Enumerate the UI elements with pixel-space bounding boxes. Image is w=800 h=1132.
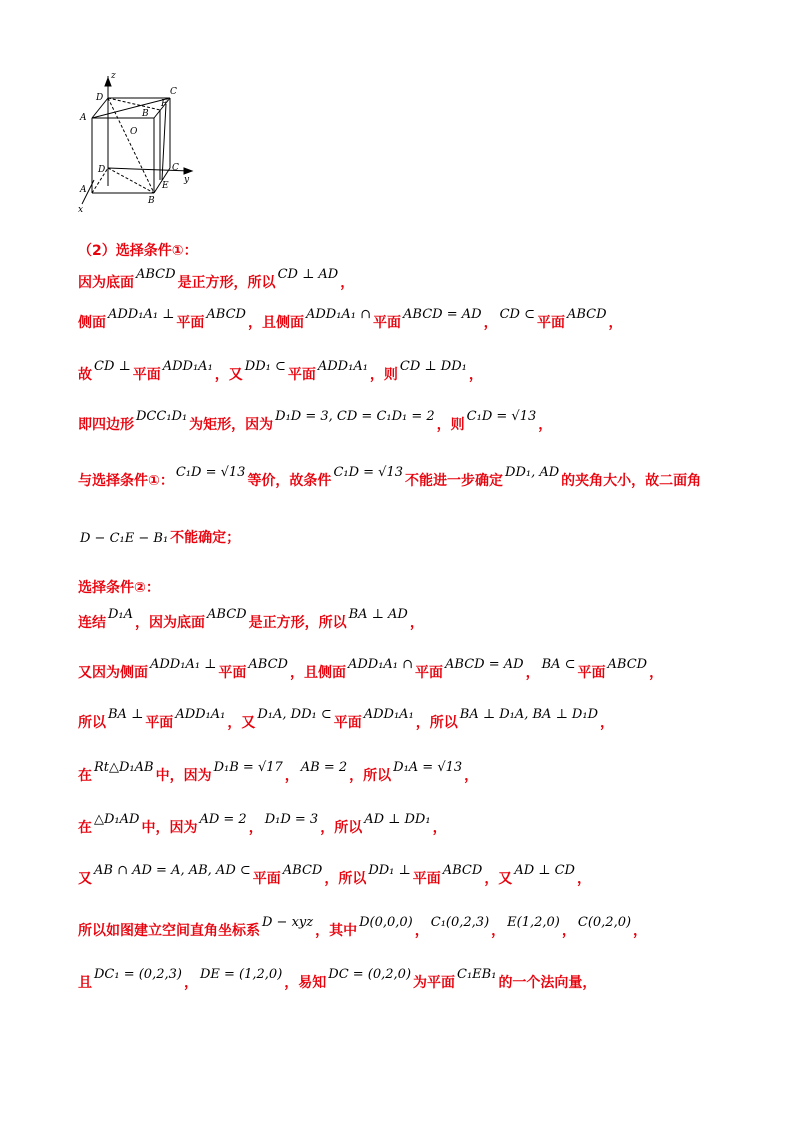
- math-expression: C(0,2,0): [577, 915, 632, 930]
- cuboid-figure: [70, 68, 200, 218]
- text-segment: ，又: [484, 871, 513, 887]
- math-expression: DE = (1,2,0): [199, 967, 283, 982]
- text-segment: ，所以: [320, 820, 363, 836]
- math-expression: ADD₁A₁: [363, 707, 414, 722]
- math-expression: D₁D = 3: [264, 812, 319, 827]
- math-expression: C₁D = √13: [333, 465, 404, 480]
- math-expression: CD ⊂: [499, 307, 535, 322]
- math-expression: ADD₁A₁ ⊥: [108, 307, 175, 322]
- text-segment: ，: [183, 975, 198, 991]
- text-segment: ，: [600, 715, 614, 731]
- text-segment: ，: [561, 923, 576, 939]
- line-15: [78, 915, 648, 940]
- text-segment: 所以: [78, 715, 106, 731]
- math-expression: BA ⊥ AD: [348, 607, 408, 622]
- text-segment: 不能进一步确定: [405, 473, 504, 489]
- line-14: [78, 863, 591, 888]
- text-segment: 又: [78, 871, 92, 887]
- text-segment: 平面: [333, 715, 362, 731]
- text-segment: 平面: [415, 665, 444, 681]
- math-expression: ABCD: [442, 863, 483, 878]
- line-4: [78, 359, 483, 384]
- math-expression: △D₁AD: [94, 812, 140, 827]
- math-expression: CD ⊥: [94, 359, 131, 374]
- math-expression: ADD₁A₁ ∩: [347, 657, 414, 672]
- math-expression: ADD₁A₁: [175, 707, 226, 722]
- line-1: [78, 240, 198, 260]
- text-segment: ，: [464, 768, 479, 784]
- text-segment: 平面: [176, 315, 205, 331]
- text-segment: 不能确定；: [170, 530, 241, 546]
- text-segment: 平面: [145, 715, 174, 731]
- math-expression: C₁D = √13: [175, 465, 246, 480]
- text-segment: ，: [284, 768, 299, 784]
- math-expression: ABCD = AD: [445, 657, 524, 672]
- math-expression: ABCD: [607, 657, 648, 672]
- text-segment: 平面: [252, 871, 281, 887]
- math-expression: D − C₁E − B₁: [80, 531, 169, 546]
- label-b: B: [148, 196, 155, 206]
- text-segment: 所以如图建立空间直角坐标系: [78, 923, 260, 939]
- line-7: [78, 527, 240, 547]
- text-segment: ，易知: [284, 975, 327, 991]
- math-expression: BA ⊥: [108, 707, 144, 722]
- text-segment: 平面: [287, 367, 316, 383]
- label-c1: C: [170, 87, 177, 97]
- text-segment: ，又: [214, 367, 243, 383]
- text-segment: 因为底面: [78, 275, 134, 291]
- line-2: [78, 267, 355, 292]
- line-12: [78, 760, 479, 785]
- text-segment: ，所以: [349, 768, 392, 784]
- text-segment: （2）选择条件①：: [78, 243, 198, 259]
- text-segment: 且: [78, 975, 92, 991]
- text-segment: 为矩形，因为: [189, 417, 274, 433]
- math-expression: ABCD: [136, 267, 176, 282]
- text-segment: ，: [248, 820, 263, 836]
- text-segment: 在: [78, 768, 92, 784]
- math-expression: ADD₁A₁ ∩: [305, 307, 372, 322]
- text-segment: 的一个法向量，: [498, 975, 597, 991]
- math-expression: DC₁ = (0,2,3): [94, 967, 182, 982]
- text-segment: ，因为底面: [135, 615, 206, 631]
- text-segment: 平面: [132, 367, 161, 383]
- math-expression: DCC₁D₁: [136, 409, 188, 424]
- math-expression: ABCD: [282, 863, 323, 878]
- text-segment: 连结: [78, 615, 106, 631]
- label-e: E: [162, 181, 169, 191]
- line-13: [78, 812, 447, 837]
- line-6: [78, 465, 702, 490]
- math-expression: BA ⊥ D₁A, BA ⊥ D₁D: [459, 707, 598, 722]
- label-a: A: [80, 185, 87, 195]
- text-segment: ，所以: [415, 715, 458, 731]
- label-a1: A: [80, 113, 87, 123]
- text-segment: ，: [525, 665, 540, 681]
- label-d: D: [98, 165, 106, 175]
- cuboid-diagram: [70, 68, 200, 218]
- text-segment: ，: [409, 615, 424, 631]
- math-expression: ABCD: [248, 657, 288, 672]
- math-expression: DD₁, AD: [505, 465, 560, 480]
- math-expression: C₁EB₁: [457, 967, 497, 982]
- line-16: [78, 967, 597, 992]
- math-expression: C₁(0,2,3): [430, 915, 490, 930]
- text-segment: 等价，故条件: [247, 473, 332, 489]
- text-segment: 是正方形，所以: [177, 275, 276, 291]
- text-segment: 平面: [577, 665, 606, 681]
- text-segment: 中，因为: [155, 768, 212, 784]
- math-expression: CD ⊥ DD₁: [399, 359, 467, 374]
- label-z: z: [111, 71, 116, 81]
- math-expression: ADD₁A₁: [317, 359, 368, 374]
- text-segment: 中，因为: [141, 820, 198, 836]
- math-expression: CD ⊥ AD: [277, 267, 339, 282]
- text-segment: 即四边形: [78, 417, 134, 433]
- label-f: F: [161, 99, 168, 109]
- text-segment: ，又: [227, 715, 256, 731]
- text-segment: ，: [576, 871, 591, 887]
- math-expression: AD ⊥ DD₁: [364, 812, 431, 827]
- text-segment: ，且侧面: [247, 315, 304, 331]
- text-segment: 是正方形，所以: [248, 615, 347, 631]
- line-11: [78, 707, 614, 732]
- text-segment: ，其中: [315, 923, 358, 939]
- math-expression: D₁A, DD₁ ⊂: [257, 707, 332, 722]
- math-expression: DD₁ ⊂: [244, 359, 286, 374]
- math-expression: E(1,2,0): [507, 915, 560, 930]
- text-segment: ，则: [436, 417, 465, 433]
- math-expression: C₁D = √13: [466, 409, 537, 424]
- text-segment: ，: [649, 665, 664, 681]
- math-expression: D(0,0,0): [359, 915, 413, 930]
- math-expression: AD ⊥ CD: [514, 863, 575, 878]
- text-segment: ，则: [369, 367, 398, 383]
- math-expression: D₁B = √17: [213, 760, 283, 775]
- text-segment: ，: [491, 923, 506, 939]
- text-segment: ，: [340, 275, 355, 291]
- math-expression: ABCD: [566, 307, 607, 322]
- text-segment: ，: [608, 315, 623, 331]
- math-expression: AD = 2: [199, 812, 247, 827]
- math-expression: ADD₁A₁ ⊥: [150, 657, 217, 672]
- label-b1: B: [142, 109, 149, 119]
- math-expression: ABCD = AD: [403, 307, 482, 322]
- math-expression: D₁A = √13: [393, 760, 463, 775]
- text-segment: 故: [78, 367, 92, 383]
- math-expression: BA ⊂: [541, 657, 576, 672]
- text-segment: ，: [633, 923, 648, 939]
- label-d1: D: [96, 93, 104, 103]
- text-segment: 平面: [373, 315, 402, 331]
- math-expression: AB = 2: [300, 760, 348, 775]
- text-segment: ，且侧面: [289, 665, 346, 681]
- math-expression: AB ∩ AD = A, AB, AD ⊂: [94, 863, 251, 878]
- math-expression: Rt△D₁AB: [94, 760, 154, 775]
- math-expression: DD₁ ⊥: [368, 863, 411, 878]
- math-expression: D − xyz: [262, 915, 314, 930]
- text-segment: 为平面: [413, 975, 456, 991]
- line-8: [78, 577, 160, 597]
- line-5: [78, 409, 553, 434]
- math-expression: ABCD: [207, 607, 247, 622]
- math-expression: DC = (0,2,0): [328, 967, 412, 982]
- label-x: x: [78, 205, 84, 215]
- line-9: [78, 607, 424, 632]
- text-segment: ，: [468, 367, 483, 383]
- text-segment: 在: [78, 820, 92, 836]
- math-expression: ADD₁A₁: [162, 359, 213, 374]
- text-segment: ，: [538, 417, 553, 433]
- text-segment: 与选择条件①：: [78, 473, 174, 489]
- label-c: C: [172, 163, 179, 173]
- text-segment: 平面: [218, 665, 247, 681]
- label-o: O: [130, 127, 138, 137]
- label-y: y: [184, 175, 190, 185]
- math-expression: ABCD: [206, 307, 246, 322]
- text-segment: ，: [414, 923, 429, 939]
- text-segment: 侧面: [78, 315, 106, 331]
- text-segment: ，: [483, 315, 498, 331]
- text-segment: 平面: [412, 871, 441, 887]
- text-segment: 又因为侧面: [78, 665, 148, 681]
- text-segment: 的夹角大小，故二面角: [561, 473, 702, 489]
- math-expression: D₁D = 3, CD = C₁D₁ = 2: [275, 409, 435, 424]
- text-segment: 选择条件②：: [78, 580, 160, 596]
- math-expression: D₁A: [108, 607, 134, 622]
- text-segment: ，: [432, 820, 447, 836]
- text-segment: 平面: [536, 315, 565, 331]
- line-3: [78, 307, 623, 332]
- text-segment: ，所以: [324, 871, 367, 887]
- line-10: [78, 657, 664, 682]
